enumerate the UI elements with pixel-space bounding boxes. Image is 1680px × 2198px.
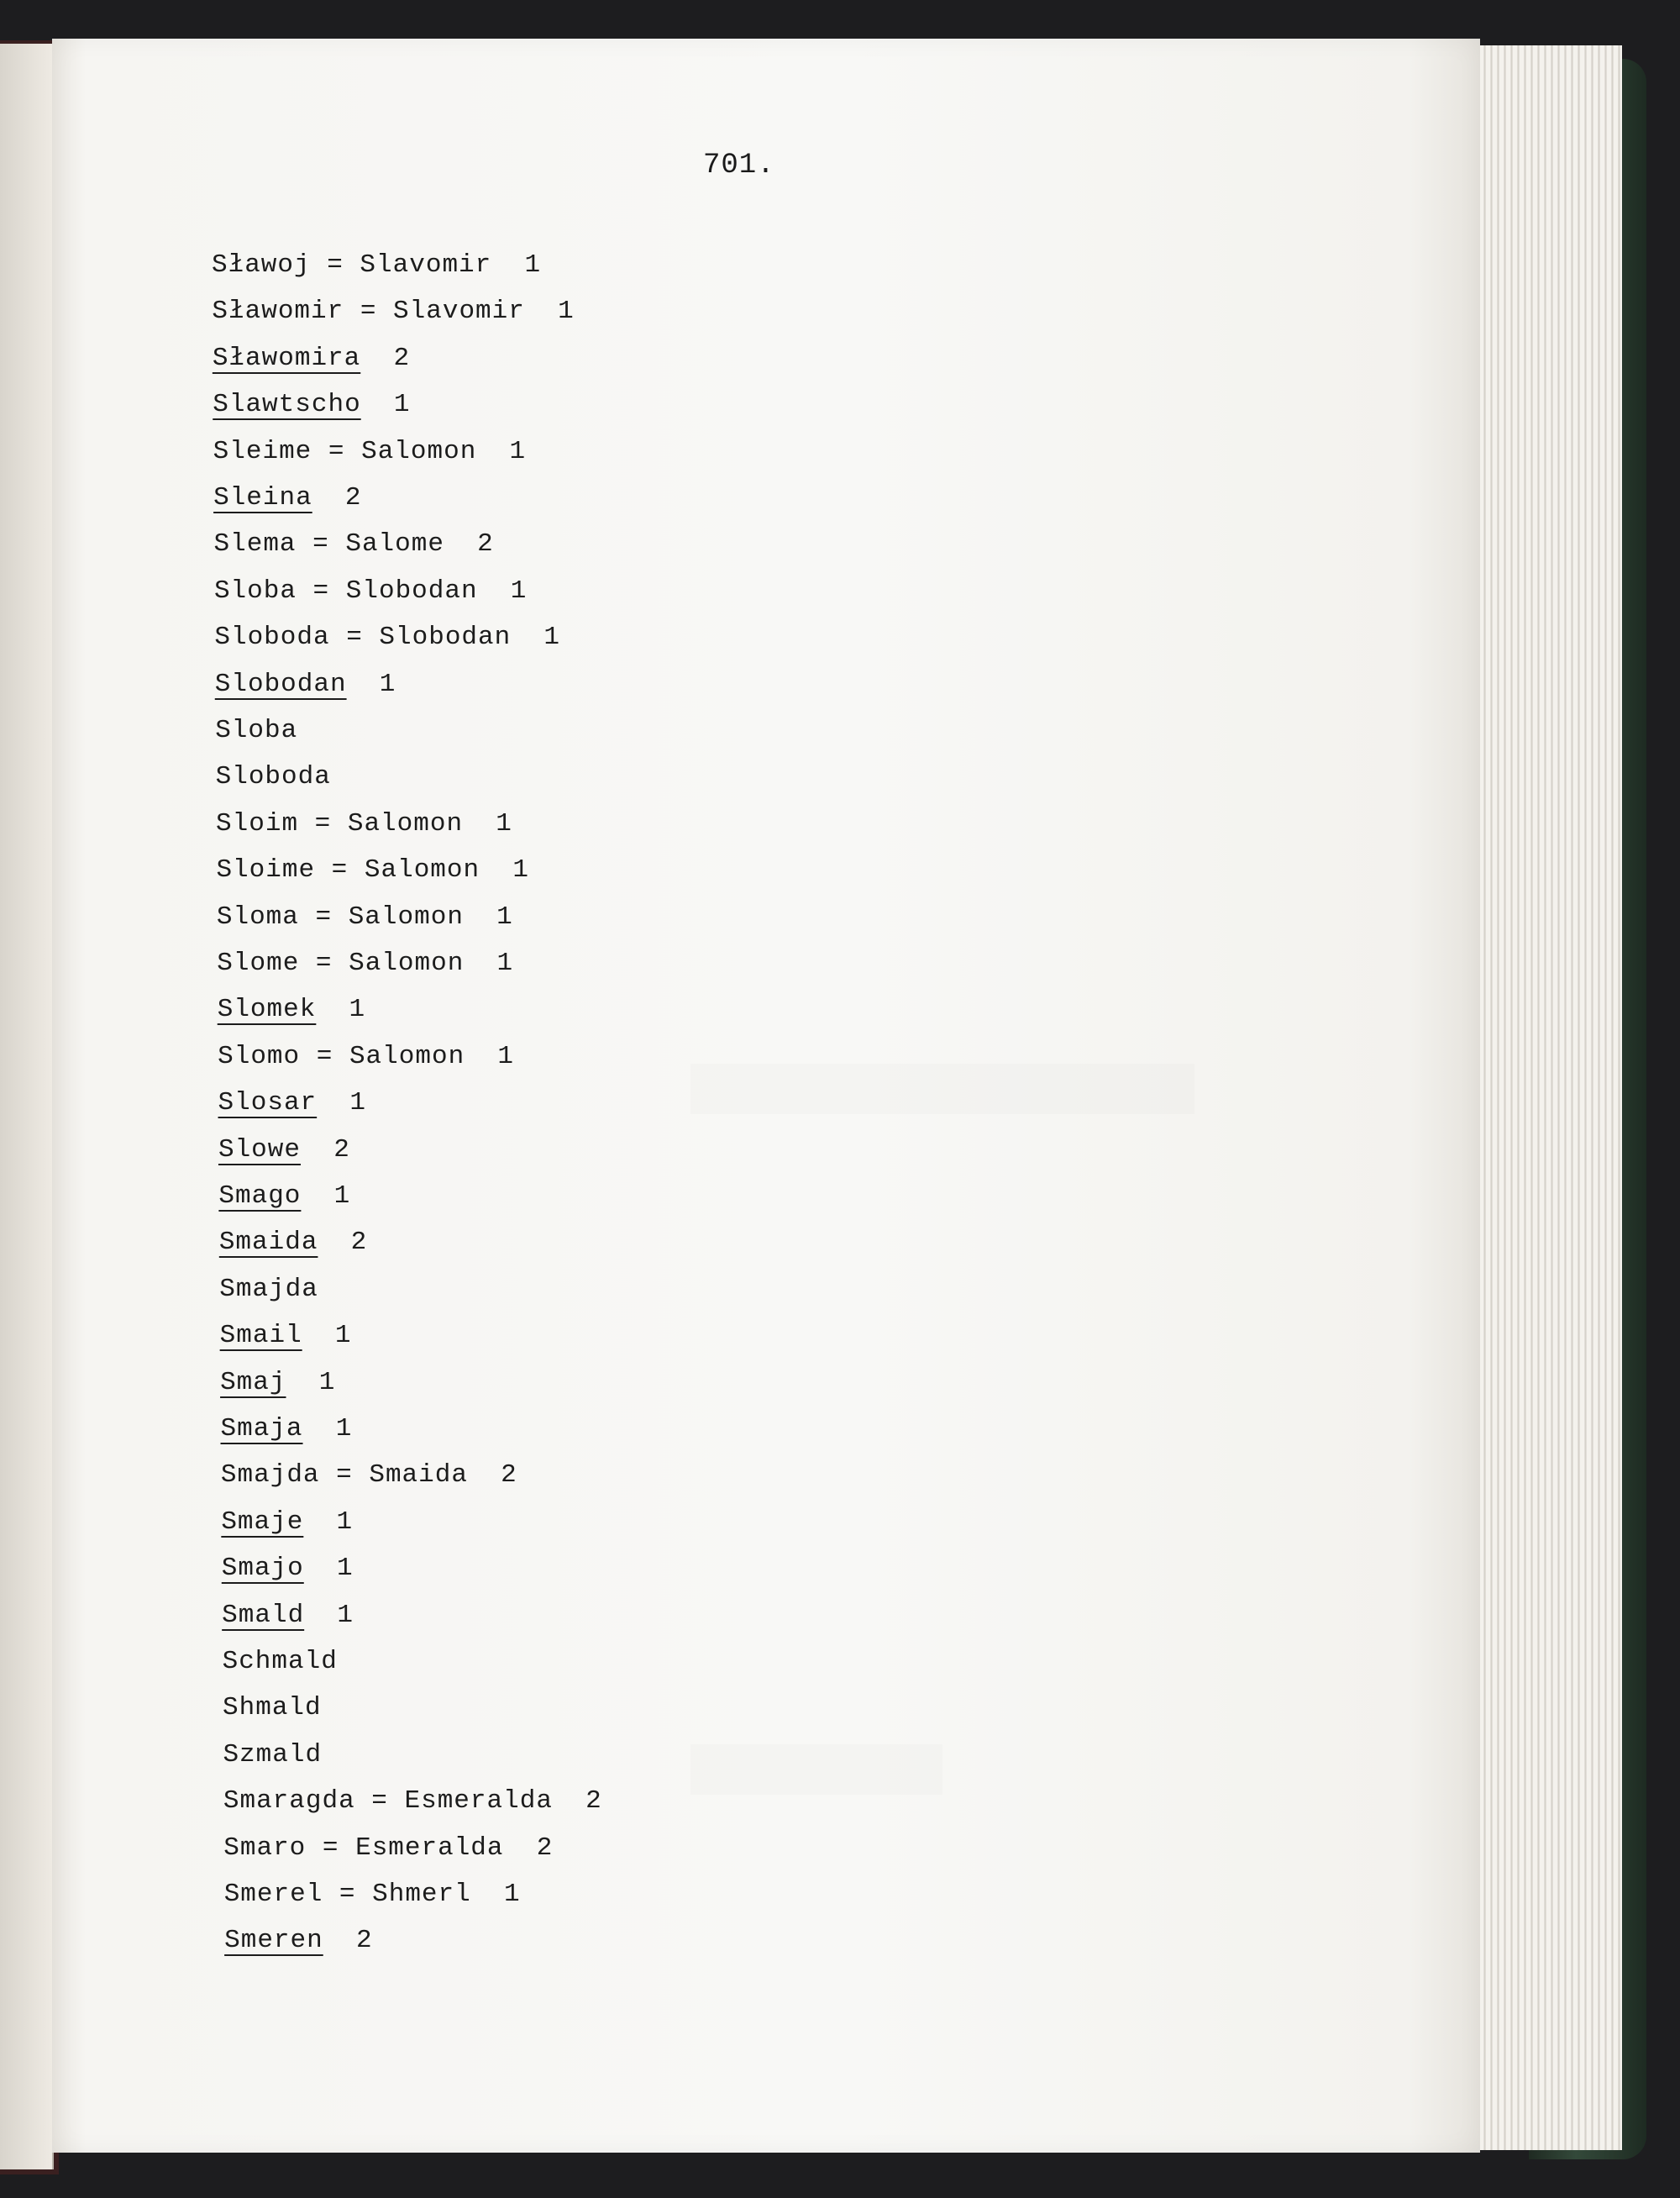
entry-detail: 2 bbox=[323, 1926, 373, 1956]
list-item bbox=[222, 1601, 354, 1630]
list-item bbox=[220, 1368, 335, 1397]
list-item bbox=[224, 1926, 372, 1955]
list-item bbox=[221, 1507, 353, 1537]
list-item bbox=[212, 297, 574, 326]
list-item bbox=[216, 855, 528, 885]
entry-name: Smald bbox=[222, 1600, 305, 1630]
entry-name: Smaja bbox=[220, 1414, 303, 1443]
list-item bbox=[223, 1740, 322, 1769]
list-item bbox=[222, 1554, 354, 1583]
list-item bbox=[218, 1042, 514, 1071]
entry-name: Smajda bbox=[220, 1460, 320, 1491]
entry-detail: 1 bbox=[317, 1088, 366, 1118]
entry-detail: 1 bbox=[303, 1507, 354, 1537]
entry-detail: = Salomon 1 bbox=[315, 855, 529, 886]
entry-name: Smajda bbox=[219, 1274, 318, 1304]
list-item bbox=[218, 1135, 350, 1165]
book-page bbox=[52, 39, 1480, 2153]
entry-name: Smajo bbox=[221, 1554, 304, 1584]
entry-detail: 2 bbox=[300, 1134, 350, 1165]
entry-detail: 2 bbox=[318, 1228, 368, 1258]
entry-detail: = Slavomir 1 bbox=[310, 250, 542, 280]
entry-detail: = Salomon 1 bbox=[298, 808, 512, 839]
list-item bbox=[212, 250, 541, 280]
entry-detail: = Salomon 1 bbox=[312, 436, 527, 466]
entry-detail: 1 bbox=[360, 390, 411, 420]
entry-name: Smaje bbox=[221, 1507, 304, 1537]
list-item bbox=[217, 902, 513, 932]
entry-detail: 1 bbox=[302, 1321, 352, 1351]
entry-name: Slomek bbox=[217, 995, 317, 1025]
entry-name: Slema bbox=[213, 529, 297, 560]
entry-name: Sloboda bbox=[215, 762, 331, 792]
list-item bbox=[216, 809, 512, 839]
entry-detail: = Salomon 1 bbox=[298, 902, 513, 932]
list-item bbox=[215, 670, 396, 699]
list-item bbox=[213, 390, 410, 419]
page-number: 701. bbox=[703, 150, 775, 181]
list-item bbox=[215, 716, 297, 745]
entry-name: Szmald bbox=[223, 1739, 323, 1769]
entry-name: Sloboda bbox=[214, 623, 330, 653]
list-item bbox=[214, 529, 494, 559]
entry-detail: = Slavomir 1 bbox=[344, 297, 575, 327]
list-item bbox=[219, 1228, 367, 1257]
entry-name: Smaj bbox=[220, 1367, 286, 1397]
list-item bbox=[216, 762, 331, 791]
list-item bbox=[213, 483, 361, 513]
entry-detail: = Salomon 1 bbox=[300, 1041, 514, 1071]
list-item bbox=[218, 1181, 350, 1211]
list-item bbox=[213, 344, 410, 373]
page-stack-edge bbox=[1477, 45, 1622, 2150]
entry-detail: 1 bbox=[286, 1367, 336, 1397]
entry-name: Slowe bbox=[218, 1134, 301, 1165]
entry-name: Slome bbox=[217, 949, 300, 978]
entry-name: Smeren bbox=[224, 1926, 323, 1956]
list-item bbox=[218, 995, 365, 1024]
entry-name: Sloma bbox=[216, 902, 299, 932]
list-item bbox=[219, 1275, 318, 1304]
entry-detail: = Salomon 1 bbox=[299, 949, 514, 978]
entry-detail: = Esmeralda 2 bbox=[306, 1833, 554, 1863]
entry-detail: = Esmeralda 2 bbox=[354, 1786, 602, 1817]
name-entries-list bbox=[52, 39, 1480, 2153]
list-item bbox=[217, 949, 513, 978]
entry-name: Smago bbox=[218, 1181, 302, 1211]
entry-detail: 2 bbox=[360, 343, 411, 373]
entry-name: Sloba bbox=[213, 576, 297, 606]
entry-name: Sleina bbox=[213, 483, 312, 513]
list-item bbox=[223, 1786, 602, 1816]
entry-name: Sławomira bbox=[212, 343, 361, 373]
entry-detail: 1 bbox=[301, 1181, 351, 1211]
entry-name: Slawtscho bbox=[213, 390, 361, 420]
list-item bbox=[223, 1833, 553, 1863]
entry-detail: 1 bbox=[304, 1600, 354, 1630]
list-item bbox=[223, 1693, 322, 1722]
entry-name: Smaragda bbox=[223, 1786, 355, 1817]
list-item bbox=[218, 1088, 366, 1117]
entry-name: Smail bbox=[219, 1321, 302, 1351]
list-item bbox=[221, 1460, 517, 1490]
list-item bbox=[223, 1647, 338, 1676]
entry-name: Slobodan bbox=[214, 669, 347, 699]
entry-name: Slosar bbox=[218, 1088, 318, 1118]
entry-name: Shmald bbox=[223, 1693, 322, 1723]
list-item bbox=[224, 1880, 521, 1909]
entry-detail: 1 bbox=[316, 995, 366, 1025]
entry-name: Sloba bbox=[215, 716, 298, 745]
entry-detail: = Shmerl 1 bbox=[323, 1880, 521, 1909]
entry-name: Smerel bbox=[223, 1880, 323, 1909]
entry-detail: 1 bbox=[302, 1414, 353, 1443]
left-page-edge bbox=[0, 44, 54, 2169]
list-item bbox=[213, 437, 526, 466]
list-item bbox=[221, 1414, 353, 1443]
entry-name: Sloime bbox=[216, 855, 316, 886]
entry-detail: = Slobodan 1 bbox=[329, 623, 561, 653]
list-item bbox=[220, 1321, 352, 1350]
entry-name: Smaida bbox=[218, 1228, 318, 1258]
entry-name: Sławoj bbox=[212, 250, 311, 280]
entry-name: Schmald bbox=[222, 1647, 338, 1676]
entry-name: Smaro bbox=[223, 1833, 307, 1863]
entry-name: Sleime bbox=[213, 436, 312, 466]
entry-detail: 1 bbox=[303, 1554, 354, 1584]
entry-detail: 1 bbox=[346, 669, 396, 699]
entry-name: Sławomir bbox=[212, 297, 344, 327]
entry-detail: = Slobodan 1 bbox=[296, 576, 528, 606]
entry-detail: = Salome 2 bbox=[296, 529, 494, 560]
entry-name: Slomo bbox=[218, 1041, 301, 1071]
entry-detail: = Smaida 2 bbox=[319, 1460, 517, 1491]
entry-detail: 2 bbox=[312, 483, 362, 513]
list-item bbox=[214, 623, 560, 652]
entry-name: Sloim bbox=[216, 808, 299, 839]
list-item bbox=[214, 576, 527, 606]
